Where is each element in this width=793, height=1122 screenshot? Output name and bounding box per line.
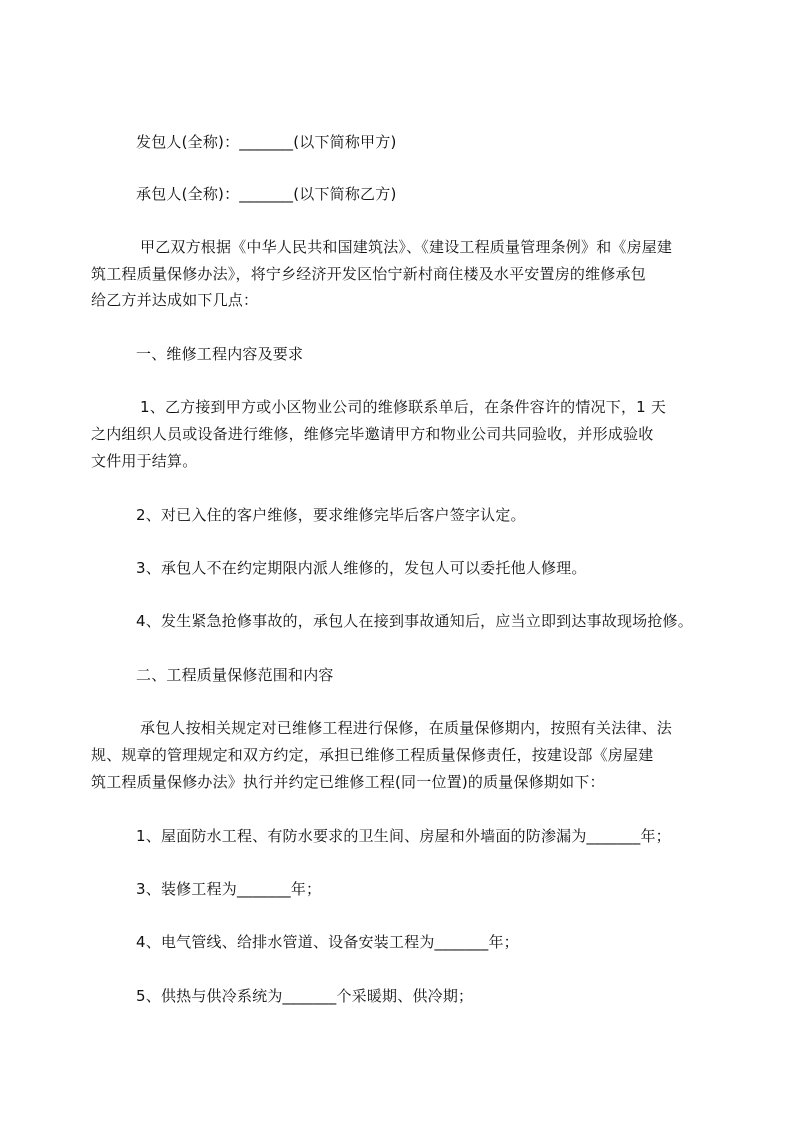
section-heading-1: 一、维修工程内容及要求	[136, 345, 304, 363]
warranty-item-4: 4、电气管线、给排水管道、设备安装工程为_______年；	[136, 933, 519, 951]
warranty-intro-line-3: 筑工程质量保修办法》执行并约定已维修工程(同一位置)的质量保修期如下：	[91, 773, 605, 791]
item-2-line: 2、对已入住的客户维修，要求维修完毕后客户签字认定。	[136, 506, 526, 524]
warranty-item-5: 5、供热与供冷系统为_______个采暖期、供冷期；	[136, 987, 474, 1005]
item-3-line: 3、承包人不在约定期限内派人维修的，发包人可以委托他人修理。	[136, 559, 587, 577]
intro-line-1: 甲乙双方根据《中华人民共和国建筑法》、《建设工程质量管理条例》和《房屋建	[140, 238, 673, 256]
item-1-line-1: 1、乙方接到甲方或小区物业公司的维修联系单后，在条件容许的情况下，1 天	[140, 398, 667, 416]
section-heading-2: 二、工程质量保修范围和内容	[136, 666, 334, 684]
intro-line-2: 筑工程质量保修办法》，将宁乡经济开发区怡宁新村商住楼及水平安置房的维修承包	[91, 265, 646, 283]
warranty-intro-line-1: 承包人按相关规定对已维修工程进行保修，在质量保修期内，按照有关法律、法	[140, 719, 673, 737]
item-1-line-3: 文件用于结算。	[91, 452, 198, 470]
warranty-intro-line-2: 规、规章的管理规定和双方约定，承担已维修工程质量保修责任，按建设部《房屋建	[91, 746, 654, 764]
party-b-line: 承包人(全称)：_______(以下简称乙方)	[136, 185, 397, 203]
item-1-line-2: 之内组织人员或设备进行维修，维修完毕邀请甲方和物业公司共同验收，并形成验收	[91, 425, 654, 443]
warranty-item-1: 1、屋面防水工程、有防水要求的卫生间、房屋和外墙面的防渗漏为_______年；	[136, 827, 671, 845]
warranty-item-3: 3、装修工程为_______年；	[136, 880, 322, 898]
party-a-line: 发包人(全称)：_______(以下简称甲方)	[136, 133, 397, 151]
item-4-line: 4、发生紧急抢修事故的，承包人在接到事故通知后，应当立即到达事故现场抢修。	[136, 612, 693, 630]
intro-line-3: 给乙方并达成如下几点：	[91, 291, 259, 309]
